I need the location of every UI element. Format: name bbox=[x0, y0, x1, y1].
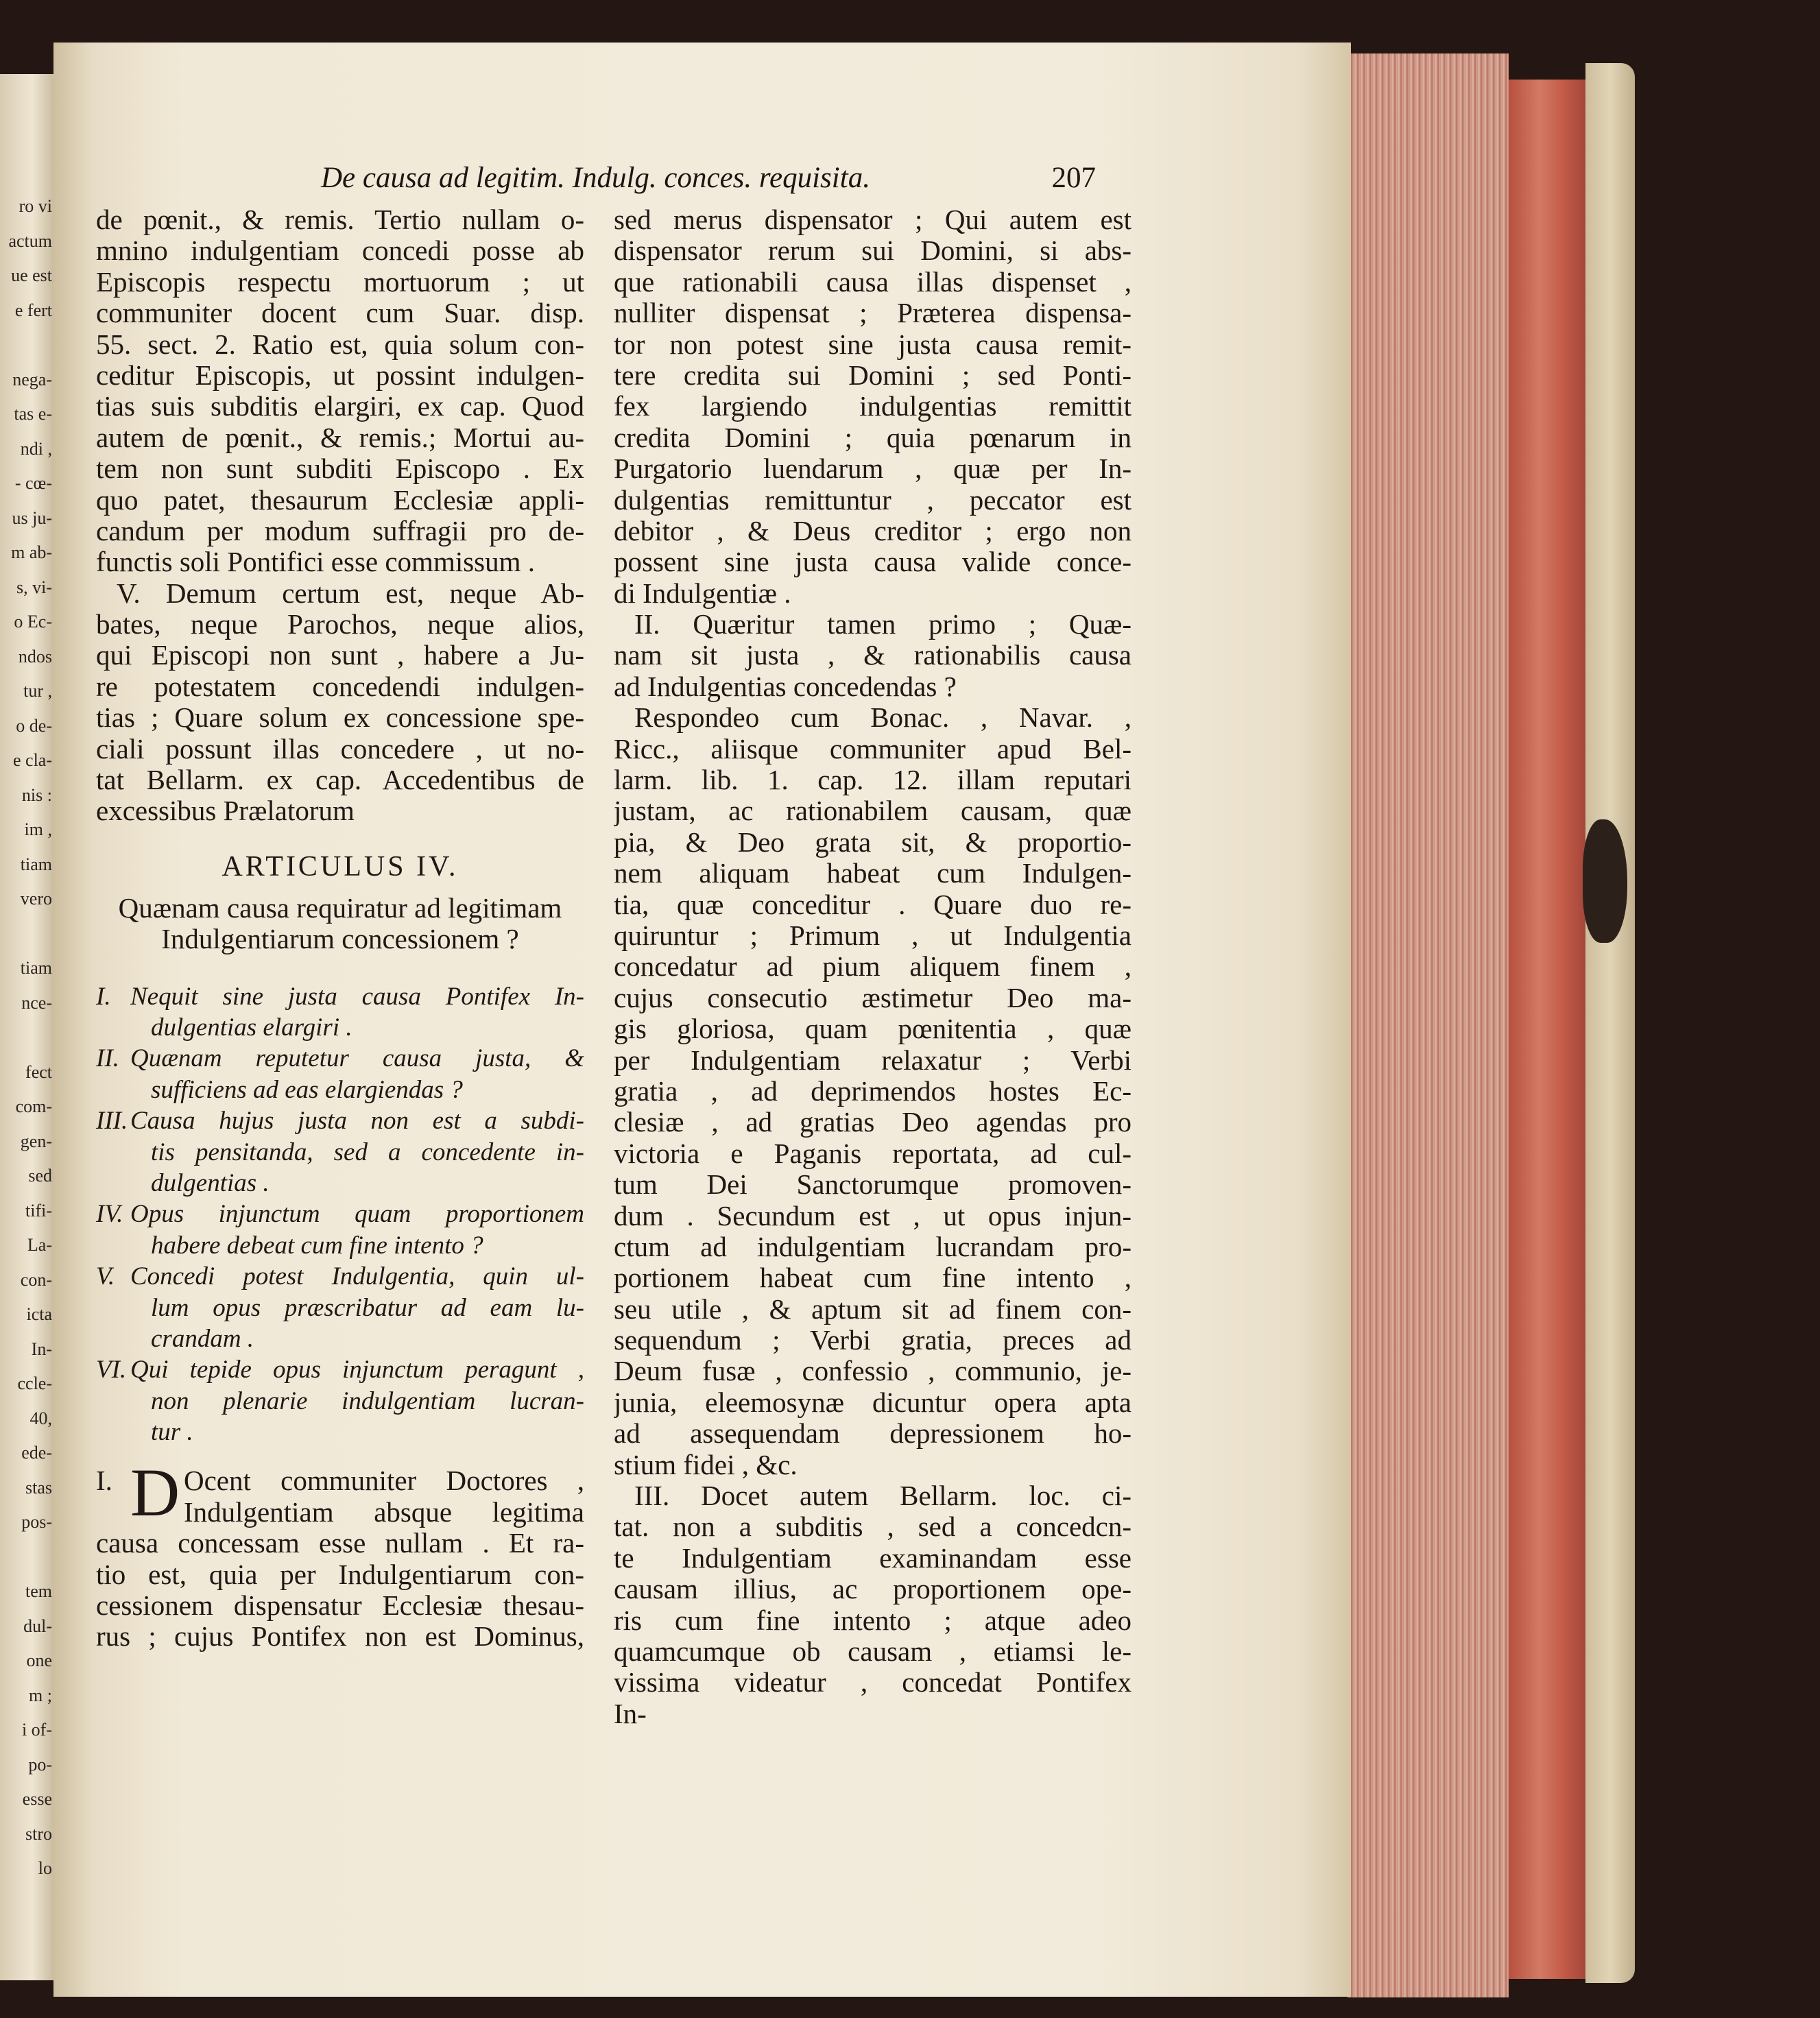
text-line: cujus consecutio æstimetur Deo ma- bbox=[614, 982, 1131, 1013]
page-edges bbox=[1348, 53, 1509, 1997]
text-line: II. Quæritur tamen primo ; Quæ- bbox=[634, 609, 1131, 640]
facing-page-fragment: i of- bbox=[21, 1720, 52, 1740]
text-line: qui Episcopi non sunt , habere a Ju- bbox=[96, 640, 584, 671]
facing-page-fragment: one bbox=[26, 1650, 52, 1670]
summary-line: tur . bbox=[151, 1418, 193, 1447]
facing-page-fragment: nega- bbox=[12, 369, 52, 389]
question-title bbox=[96, 893, 584, 955]
text-line: que rationabili causa illas dispenset , bbox=[614, 266, 1131, 298]
text-line: Quænam causa requiratur ad legitimam bbox=[118, 892, 562, 924]
facing-page-fragment: stro bbox=[25, 1823, 52, 1844]
text-line: pia, & Deo grata sit, & proportio- bbox=[614, 826, 1131, 858]
right-column bbox=[614, 204, 1131, 1729]
text-line: nulliter dispensat ; Præterea dispensa- bbox=[614, 298, 1131, 329]
summary-line: crandam . bbox=[151, 1324, 254, 1353]
paragraph-ii bbox=[614, 609, 1131, 702]
summary-item bbox=[96, 1105, 584, 1199]
summary-line: non plenarie indulgentiam lucran- bbox=[151, 1386, 584, 1415]
text-line: Respondeo cum Bonac. , Navar. , bbox=[634, 702, 1131, 734]
summary-line: Causa hujus justa non est a subdi- bbox=[130, 1107, 584, 1136]
summary-line: tis pensitanda, sed a concedente in- bbox=[151, 1138, 584, 1166]
facing-page-fragment: ndi , bbox=[20, 438, 52, 459]
facing-page-fragment: m ; bbox=[29, 1685, 52, 1705]
text-line: de pœnit., & remis. Tertio nullam o- bbox=[96, 204, 584, 235]
facing-page-fragment: com- bbox=[15, 1096, 52, 1116]
facing-page-fragment: pos- bbox=[21, 1512, 52, 1532]
summary-line: dulgentias . bbox=[151, 1168, 270, 1197]
facing-page-fragment: esse bbox=[22, 1789, 52, 1809]
text-line: causam illius, ac proportionem ope- bbox=[614, 1574, 1131, 1605]
text-line: Ricc., aliisque communiter apud Bel- bbox=[614, 733, 1131, 765]
facing-page-fragment: - cœ- bbox=[14, 473, 52, 493]
text-line: gis gloriosa, quam pœnitentia , quæ bbox=[614, 1013, 1131, 1045]
summary-number: V. bbox=[96, 1262, 115, 1291]
article-summary bbox=[96, 981, 584, 1448]
summary-line: Quænam reputetur causa justa, & bbox=[130, 1044, 584, 1073]
facing-page-fragment: La- bbox=[27, 1235, 52, 1255]
summary-item bbox=[96, 1354, 584, 1448]
running-title: De causa ad legitim. Indulg. conces. requisita. bbox=[321, 162, 870, 194]
text-line: tia, quæ conceditur . Quare duo re- bbox=[614, 889, 1131, 920]
facing-page-fragment: ue est bbox=[11, 265, 52, 285]
paragraph-iii bbox=[614, 1480, 1131, 1698]
summary-line: Opus injunctum quam proportionem bbox=[130, 1200, 584, 1229]
facing-page-fragment: tiam bbox=[20, 854, 52, 874]
article-title: ARTICULUS IV. bbox=[221, 850, 459, 882]
text-line: possent sine justa causa valide conce- bbox=[614, 546, 1131, 578]
text-line: tias ; Quare solum ex concessione spe- bbox=[96, 702, 584, 734]
facing-page-fragment: o Ec- bbox=[14, 612, 52, 632]
text-line: vissima videatur , concedat Pontifex bbox=[614, 1667, 1131, 1698]
text-line: credita Domini ; quia pœnarum in bbox=[614, 422, 1131, 453]
facing-page-fragment: tiam bbox=[20, 958, 52, 978]
facing-page-fragment: gen- bbox=[20, 1131, 52, 1151]
facing-page-fragment: fect bbox=[25, 1061, 52, 1082]
facing-page-fragment: o de- bbox=[16, 715, 52, 736]
page-number: 207 bbox=[1051, 162, 1096, 194]
text-line: stium fidei , &c. bbox=[614, 1449, 798, 1480]
text-line: di Indulgentiæ . bbox=[614, 577, 791, 609]
facing-page-fragment: lo bbox=[38, 1858, 52, 1878]
paragraph-number: I. bbox=[96, 1465, 112, 1497]
text-line: fex largiendo indulgentias remittit bbox=[614, 391, 1131, 422]
text-line: autem de pœnit., & remis.; Mortui au- bbox=[96, 422, 584, 453]
summary-line: Nequit sine justa causa Pontifex In- bbox=[130, 982, 584, 1011]
summary-line: Concedi potest Indulgentia, quin ul- bbox=[130, 1262, 584, 1291]
catchword: In- bbox=[614, 1698, 647, 1729]
text-line: ad assequendam depressionem ho- bbox=[614, 1418, 1131, 1450]
facing-page-fragment: tem bbox=[25, 1581, 52, 1601]
text-line: ad Indulgentias concedendas ? bbox=[614, 671, 957, 702]
text-line: sequendum ; Verbi gratia, preces ad bbox=[614, 1325, 1131, 1356]
facing-page-fragment: ccle- bbox=[17, 1373, 52, 1393]
text-line: re potestatem concedendi indulgen- bbox=[96, 671, 584, 702]
text-line: nem aliquam habeat cum Indulgen- bbox=[614, 858, 1131, 889]
text-line: ciali possunt illas concedere , ut no- bbox=[96, 733, 584, 765]
text-line: 55. sect. 2. Ratio est, quia solum con- bbox=[96, 328, 584, 360]
facing-page-fragment: e cla- bbox=[12, 750, 52, 770]
facing-page-fragment: sed bbox=[28, 1166, 52, 1186]
summary-number: IV. bbox=[96, 1200, 123, 1229]
text-line: Deum fusæ , confessio , communio, je- bbox=[614, 1356, 1131, 1387]
summary-number: III. bbox=[96, 1107, 128, 1136]
text-line: excessibus Prælatorum bbox=[96, 795, 355, 827]
stain bbox=[1583, 819, 1627, 943]
text-line: cessionem dispensatur Ecclesiæ thesau- bbox=[96, 1590, 584, 1622]
text-line: Indulgentiam absque legitima bbox=[184, 1496, 584, 1528]
drop-cap: D bbox=[130, 1454, 180, 1531]
facing-page-fragment: e fert bbox=[14, 300, 52, 320]
summary-line: habere debeat cum fine intento ? bbox=[151, 1231, 483, 1260]
left-top-paragraph bbox=[96, 204, 584, 578]
facing-page-fragment: tas e- bbox=[14, 404, 52, 424]
facing-page-fragment: us ju- bbox=[12, 507, 52, 528]
facing-page-fragment: stas bbox=[25, 1477, 52, 1498]
text-line: justam, ac rationabilem causam, quæ bbox=[614, 795, 1131, 827]
running-header bbox=[321, 161, 1096, 202]
text-line: tias suis subditis elargiri, ex cap. Quod bbox=[96, 391, 584, 422]
text-line: tio est, quia per Indulgentiarum con- bbox=[96, 1559, 584, 1590]
left-column bbox=[96, 204, 584, 1653]
summary-line: Qui tepide opus injunctum peragunt , bbox=[130, 1356, 584, 1384]
text-line: mnino indulgentiam concedi posse ab bbox=[96, 235, 584, 267]
facing-page-fragment: tur , bbox=[23, 681, 52, 701]
text-line: debitor , & Deus creditor ; ergo non bbox=[614, 515, 1131, 546]
summary-number: I. bbox=[96, 982, 111, 1011]
facing-page-fragment: tifi- bbox=[25, 1200, 52, 1221]
text-line: rus ; cujus Pontifex non est Dominus, bbox=[96, 1621, 584, 1653]
summary-item bbox=[96, 1199, 584, 1261]
text-line: V. Demum certum est, neque Ab- bbox=[117, 577, 584, 609]
summary-item bbox=[96, 1043, 584, 1105]
text-line: functis soli Pontifici esse commissum . bbox=[96, 546, 536, 578]
text-line: tum Dei Sanctorumque promoven- bbox=[614, 1169, 1131, 1201]
summary-line: sufficiens ad eas elargiendas ? bbox=[151, 1075, 463, 1104]
text-line: tat Bellarm. ex cap. Accedentibus de bbox=[96, 765, 584, 796]
text-line: Ocent communiter Doctores , bbox=[184, 1465, 584, 1497]
text-line: Indulgentiarum concessionem ? bbox=[161, 924, 519, 955]
summary-line: dulgentias elargiri . bbox=[151, 1013, 352, 1042]
text-line: quamcumque ob causam , etiamsi le- bbox=[614, 1635, 1131, 1667]
text-line: sed merus dispensator ; Qui autem est bbox=[614, 204, 1131, 235]
facing-page-fragment: 40, bbox=[29, 1408, 52, 1428]
summary-number: II. bbox=[96, 1044, 119, 1073]
red-page-edges bbox=[1509, 80, 1585, 1979]
text-line: junia, eleemosynæ dicuntur opera apta bbox=[614, 1386, 1131, 1418]
summary-item bbox=[96, 981, 584, 1044]
text-line: victoria e Paganis reportata, ad cul- bbox=[614, 1138, 1131, 1169]
text-line: gratia , ad deprimendos hostes Ec- bbox=[614, 1075, 1131, 1107]
facing-page-fragment: dul- bbox=[23, 1615, 52, 1636]
text-line: te Indulgentiam examinandam esse bbox=[614, 1542, 1131, 1574]
text-line: quiruntur ; Primum , ut Indulgentia bbox=[614, 920, 1131, 951]
facing-page-fragment: icta bbox=[26, 1304, 52, 1324]
text-line: per Indulgentiam relaxatur ; Verbi bbox=[614, 1044, 1131, 1076]
facing-page-fragment: im , bbox=[24, 819, 52, 839]
text-line: dum . Secundum est , ut opus injun- bbox=[614, 1200, 1131, 1232]
text-line: ctum ad indulgentiam lucrandam pro- bbox=[614, 1231, 1131, 1262]
text-line: quo patet, thesaurum Ecclesiæ appli- bbox=[96, 484, 584, 516]
facing-page-fragment: nce- bbox=[21, 992, 52, 1013]
text-line: ris cum fine intento ; atque adeo bbox=[614, 1605, 1131, 1636]
text-line: Episcopis respectu mortuorum ; ut bbox=[96, 266, 584, 298]
facing-page-fragment: vero bbox=[20, 889, 52, 909]
text-line: III. Docet autem Bellarm. loc. ci- bbox=[634, 1480, 1131, 1512]
text-line: dulgentias remittuntur , peccator est bbox=[614, 484, 1131, 516]
text-line: causa concessam esse nullam . Et ra- bbox=[96, 1528, 584, 1559]
facing-page-fragment: actum bbox=[8, 230, 52, 251]
text-line: dispensator rerum sui Domini, si abs- bbox=[614, 235, 1131, 267]
facing-page-fragment: con- bbox=[20, 1269, 52, 1290]
facing-page-fragment: s, vi- bbox=[16, 577, 52, 597]
respondeo-paragraph bbox=[614, 702, 1131, 1480]
facing-page-fragment: In- bbox=[31, 1338, 52, 1359]
facing-page-edge bbox=[0, 74, 53, 1980]
facing-page-fragment: ede- bbox=[21, 1443, 52, 1463]
text-line: nam sit justa , & rationabilis causa bbox=[614, 640, 1131, 671]
paragraph-i bbox=[96, 1454, 584, 1653]
book-cover bbox=[1585, 63, 1635, 1983]
text-line: candum per modum suffragii pro de- bbox=[96, 515, 584, 546]
text-line: clesiæ , ad gratias Deo agendas pro bbox=[614, 1107, 1131, 1138]
text-line: concedatur ad pium aliquem finem , bbox=[614, 951, 1131, 983]
text-line: ceditur Episcopis, ut possint indulgen- bbox=[96, 359, 584, 391]
facing-page-fragment: po- bbox=[28, 1754, 52, 1775]
text-line: bates, neque Parochos, neque alios, bbox=[96, 609, 584, 640]
summary-number: VI. bbox=[96, 1356, 127, 1384]
text-line: larm. lib. 1. cap. 12. illam reputari bbox=[614, 765, 1131, 796]
text-line: portionem habeat cum fine intento , bbox=[614, 1262, 1131, 1294]
summary-item bbox=[96, 1261, 584, 1354]
facing-page-fragment: ndos bbox=[18, 646, 52, 666]
right-top-paragraph bbox=[614, 204, 1131, 609]
facing-page-fragment: m ab- bbox=[11, 542, 52, 562]
text-line: Purgatorio luendarum , quæ per In- bbox=[614, 453, 1131, 485]
facing-page-fragment: ro vi bbox=[19, 196, 52, 216]
text-line: tem non sunt subditi Episcopo . Ex bbox=[96, 453, 584, 485]
text-line: tor non potest sine justa causa remit- bbox=[614, 328, 1131, 360]
text-line: tat. non a subditis , sed a concedcn- bbox=[614, 1511, 1131, 1543]
summary-line: lum opus præscribatur ad eam lu- bbox=[151, 1293, 584, 1322]
facing-page-fragment: nis : bbox=[21, 784, 52, 805]
text-line: tere credita sui Domini ; sed Ponti- bbox=[614, 359, 1131, 391]
text-line: seu utile , & aptum sit ad finem con- bbox=[614, 1293, 1131, 1325]
paragraph-v bbox=[96, 578, 584, 827]
text-line: communiter docent cum Suar. disp. bbox=[96, 298, 584, 329]
